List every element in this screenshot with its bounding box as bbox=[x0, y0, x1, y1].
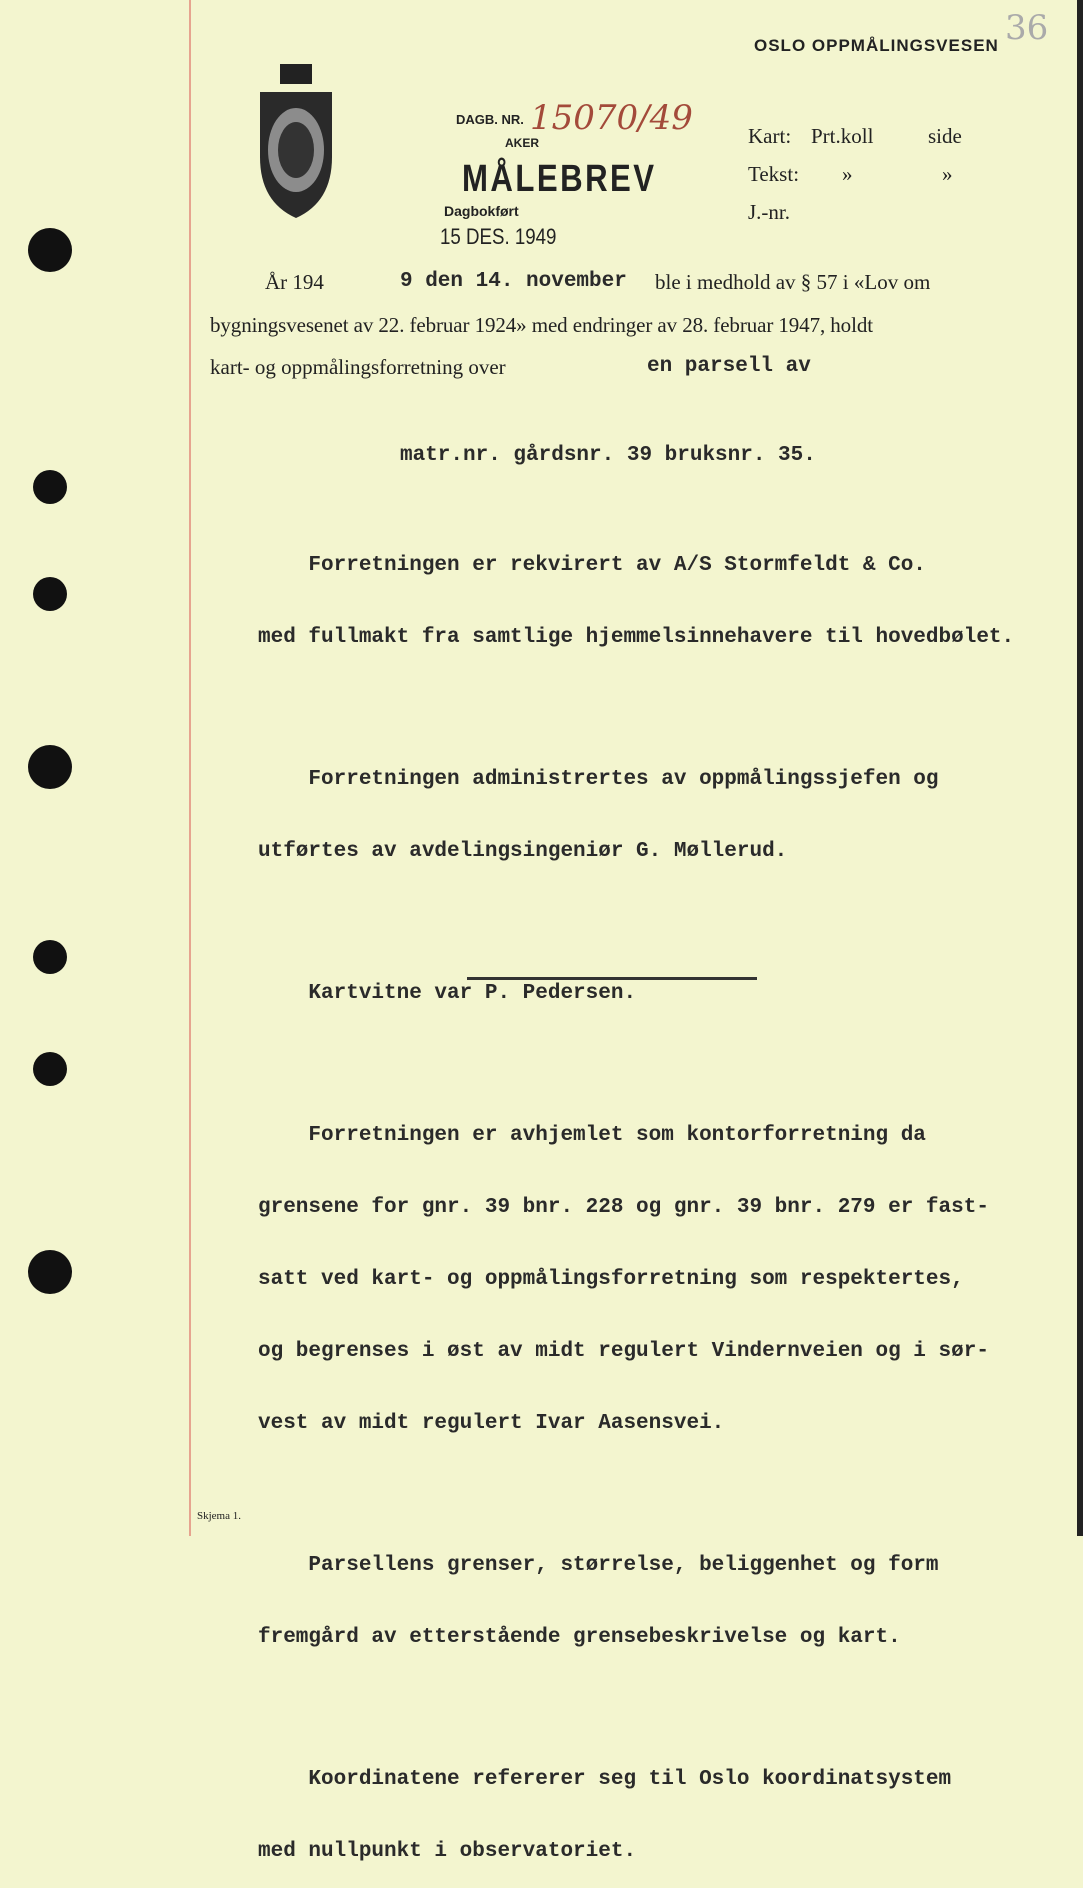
page-number: 36 bbox=[1005, 8, 1049, 48]
body-line: Forretningen er rekvirert av A/S Stormfeldt & Co. bbox=[258, 554, 926, 577]
dagb-label: DAGB. NR. bbox=[456, 112, 524, 127]
punch-hole bbox=[28, 228, 72, 272]
tekst-label: Tekst: bbox=[748, 162, 800, 186]
intro-year: År 194 bbox=[265, 270, 324, 294]
intro-date: 9 den 14. november bbox=[400, 270, 627, 293]
punch-hole bbox=[28, 745, 72, 789]
punch-hole bbox=[33, 1052, 67, 1086]
oslo-coat-of-arms-logo bbox=[252, 62, 340, 222]
stamp-label: Dagbokført bbox=[444, 203, 519, 219]
stamp-date: 15 DES. 1949 bbox=[440, 224, 557, 249]
body-line: Koordinatene refererer seg til Oslo koordinatsystem bbox=[258, 1768, 952, 1791]
body-line: og begrenses i øst av midt regulert Vindernveien og i sør- bbox=[258, 1340, 989, 1363]
punch-hole bbox=[33, 940, 67, 974]
punch-hole bbox=[33, 577, 67, 611]
body-line: grensene for gnr. 39 bnr. 228 og gnr. 39 bnr. 279 er fast- bbox=[258, 1196, 989, 1219]
body-line: Forretningen administrertes av oppmålingssjefen og bbox=[258, 768, 939, 791]
dagb-number: 15070/49 bbox=[530, 98, 693, 138]
body-line: vest av midt regulert Ivar Aasensvei. bbox=[258, 1412, 725, 1435]
kart-value: Prt.koll bbox=[811, 124, 874, 148]
document-title: MÅLEBREV bbox=[462, 158, 657, 200]
intro-text: ble i medhold av § 57 i «Lov om bbox=[655, 270, 931, 294]
body-line: med fullmakt fra samtlige hjemmelsinnehavere til hovedbølet. bbox=[258, 626, 1015, 649]
side-label: side bbox=[928, 124, 962, 148]
intro-text: bygningsvesenet av 22. februar 1924» med endringer av 28. februar 1947, holdt bbox=[210, 313, 873, 337]
body-line: utførtes av avdelingsingeniør G. Møllerud. bbox=[258, 840, 788, 863]
punch-hole bbox=[28, 1250, 72, 1294]
closing-rule bbox=[467, 977, 757, 980]
margin-line bbox=[189, 0, 191, 1536]
intro-text: kart- og oppmålingsforretning over bbox=[210, 355, 506, 379]
kart-label: Kart: bbox=[748, 124, 792, 148]
body-line: med nullpunkt i observatoriet. bbox=[258, 1840, 637, 1863]
aker-label: AKER bbox=[505, 136, 540, 150]
tekst-mark: » bbox=[942, 162, 953, 186]
body-line: Forretningen er avhjemlet som kontorforretning da bbox=[258, 1124, 926, 1147]
matr-line: matr.nr. gårdsnr. 39 bruksnr. 35. bbox=[400, 444, 816, 467]
office-name: OSLO OPPMÅLINGSVESEN bbox=[754, 36, 999, 55]
jnr-label: J.-nr. bbox=[748, 200, 790, 224]
page-edge bbox=[1077, 0, 1083, 1536]
intro-object: en parsell av bbox=[647, 355, 811, 378]
punch-hole bbox=[33, 470, 67, 504]
form-number: Skjema 1. bbox=[197, 1510, 241, 1522]
body-line: satt ved kart- og oppmålingsforretning som respektertes, bbox=[258, 1268, 964, 1291]
body-line: Kartvitne var P. Pedersen. bbox=[258, 982, 637, 1005]
body-line: fremgård av etterstående grensebeskrivelse og kart. bbox=[258, 1626, 901, 1649]
body-text bbox=[258, 506, 1014, 1888]
body-line: Parsellens grenser, størrelse, beliggenhet og form bbox=[258, 1554, 939, 1577]
tekst-mark: » bbox=[842, 162, 853, 186]
